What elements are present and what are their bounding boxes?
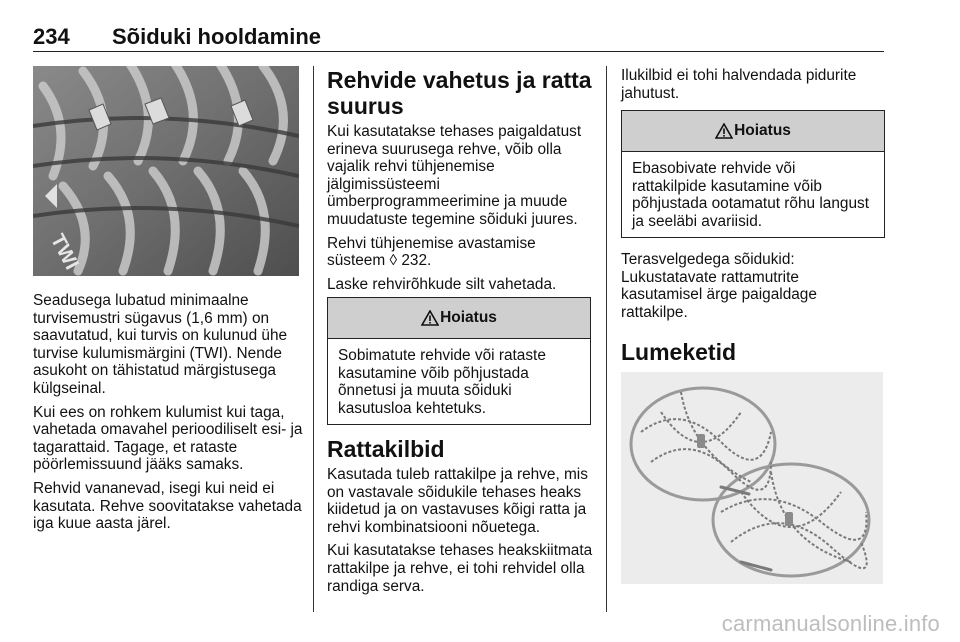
snow-chains-illustration [621,372,883,584]
cross-ref-page: 232. [401,252,432,270]
header-rule [33,51,884,52]
paragraph-steel-rims: Terasvelgedega sõidukid: Lukustatavate rattamutrite kasutamisel ärge paigaldage rattakilpe. [621,251,817,321]
section-title: Sõiduki hooldamine [112,24,322,49]
twi-marking: TWI [46,230,83,274]
heading-tire-change: Rehvide vahetus ja ratta suurus [327,67,592,119]
column-3-lower [621,251,883,365]
warning-box-2 [621,110,885,238]
column-2-lower [327,436,595,595]
footer-watermark[interactable]: carmanualsonline.info [721,611,940,636]
column-divider-2 [606,66,607,612]
paragraph-pressure-label: Laske rehvirõhkude silt vahetada. [327,275,557,293]
warning-header [328,298,590,339]
warning-header [622,111,884,152]
paragraph-approved-covers: Kasutada tuleb rattakilpe ja rehve, mis on vastavale sõidukile tehases heaks kiidetud ja on vastavuses kõigi ratta ja rehvi kombinatsiooni nõuetega. [327,466,588,536]
warning-text: Sobimatute rehvide või rataste kasutamine võib põhjustada õnnetusi ja muuta sõiduki kasutusloa kehtetuks. [338,347,546,417]
deflation-text: Rehvi tühjenemise avastamise süsteem [327,234,536,270]
paragraph-brake-cooling: Ilukilbid ei tohi halvendada pidurite jahutust. [621,67,857,102]
tire-tread-illustration [33,66,299,276]
paragraph-tread-depth: Seadusega lubatud minimaalne turvisemustri sügavus (1,6 mm) on saavutatud, kui turvis on kulunud ühe turvise kulumismärgini (TWI). Nende asukoht on tähistatud märgistusega külgseinal. [33,292,288,397]
paragraph-tire-aging: Rehvid vananevad, isegi kui neid ei kasutata. Rehve soovitatakse vahetada iga kuue aasta järel. [33,479,302,533]
column-2 [327,67,595,293]
heading-wheel-covers: Rattakilbid [327,436,445,462]
warning-text: Ebasobivate rehvide või rattakilpide kasutamine võib põhjustada ootamatut rõhu langust ja seeläbi avariisid. [632,160,870,230]
warning-triangle-icon [421,310,439,326]
paragraph-unapproved-covers: Kui kasutatakse tehases heakskiitmata rattakilpe ja rehve, ei tohi rehvidel olla randiga serva. [327,542,593,595]
warning-box-1 [327,297,591,425]
column-1-text [33,292,303,533]
warning-triangle-icon [715,123,733,139]
heading-snow-chains: Lumeketid [621,339,737,366]
page-number: 234 [33,24,70,49]
paragraph-deflation-ref [327,235,595,270]
column-divider-1 [313,66,314,612]
warning-title: Hoiatus [734,122,791,139]
paragraph-rotate-wheels: Kui ees on rohkem kulumist kui taga, vahetada omavahel perioodiliselt esi- ja tagarattaid. Tagage, et rataste pöörlemissuund jääks samaks. [33,403,303,474]
column-3-top [621,67,883,102]
cross-ref-arrow-icon: ◊ [389,252,398,270]
paragraph-tire-size: Kui kasutatakse tehases paigaldatust erineva suurusega rehve, võib olla vajalik rehvi tühjenemise jälgimissüsteemi ümberprogrammeerimine ja muude muudatuste tegemine sõiduki juures. [327,123,582,228]
warning-title: Hoiatus [440,309,497,326]
